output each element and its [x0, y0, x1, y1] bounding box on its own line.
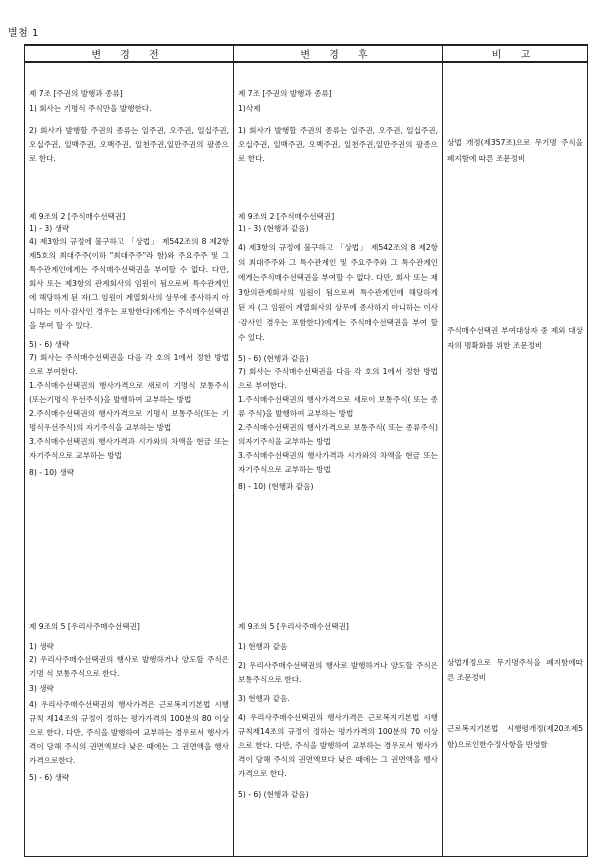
clause-text: 5) - 6) (현행과 같음) — [238, 354, 309, 363]
note-text: 근로복지기본법 시행령개정(제20조제5항)으로인한수정사항을 반영함 — [447, 724, 583, 749]
attachment-label: 별첨 1 — [8, 28, 39, 39]
clause-text: 1) 회사는 기명식 주식만을 발행한다. — [29, 104, 152, 113]
clause-text: 3) 현행과 같음. — [238, 694, 290, 703]
table-row — [25, 597, 588, 856]
clause-text: 4) 우리사주매수선택권의 행사가격은 근로복지기본법 시행규칙제14조의 규정이 정하는 평가가격의 100분의 70 이상으로 한다. 다만, 주식을 발행하여 교부하는 경우로서 행사가격이 당해 주식의 권면액보다 낮은 때에는 그 권면액을 행사가격으로 한다. — [238, 713, 438, 778]
clause-text: 1.주식매수선택권의 행사가격으로 새로이 기명식 보통주식(또는기명식 우선주식)을 발행하여 교부하는 방법 — [29, 381, 229, 404]
cell-after — [234, 62, 443, 197]
header-before: 변 경 전 — [25, 45, 234, 62]
clause-text: 1) 현행과 같음 — [238, 642, 288, 651]
clause-text: 5) - 6) 생략 — [29, 340, 70, 349]
article-heading: 제 7조 [주권의 발행과 종류] — [238, 89, 332, 98]
cell-after — [234, 197, 443, 597]
cell-before — [25, 597, 234, 856]
cell-before — [25, 197, 234, 597]
article-heading: 제 9조의 2 [주식매수선택권] — [29, 212, 126, 221]
clause-text: 1) - 3) (현행과 같음) — [238, 224, 309, 233]
cell-note — [443, 197, 588, 597]
cell-note — [443, 62, 588, 197]
clause-text: 2) 회사가 발행할 주권의 종류는 일주권, 오주권, 일십주권,오십주권, 일백주권, 오백주권, 일천주권,일만주권의 팔종으로 한다. — [29, 126, 229, 163]
table-row — [25, 62, 588, 197]
cell-before — [25, 62, 234, 197]
clause-text: 4) 우리사주매수선택권의 행사가격은 근로복지기본법 시행규칙 제14조의 규정이 정하는 평가가격의 100분의 80 이상으로 한다. 다만, 주식을 발행하여 교부하는 경우로서 행사가격이 당해 주식의 권면액보다 낮은 때에는 그 권면액을 행사가격으로한다. — [29, 700, 229, 765]
clause-text: 1)삭제 — [238, 104, 261, 113]
clause-text: 5) - 6) 생략 — [29, 773, 70, 782]
cell-note — [443, 597, 588, 856]
amendment-comparison-table — [24, 44, 588, 857]
clause-text: 1.주식매수선택권의 행사가격으로 새로이 보통주식( 또는 종류 주식)을 발행하여 교부하는 방법 — [238, 395, 438, 418]
clause-text: 2.주식매수선택권의 행사가격으로 기명식 보통주식(또는 기명식우선주식)의 자기주식을 교부하는 방법 — [29, 409, 229, 432]
note-text: 주식매수선택권 부여대상자 중 제외 대상자의 명확화를 위한 조문정비 — [447, 326, 583, 350]
clause-text: 1) 회사가 발행할 주권의 종류는 일주권, 오주권, 일십주권, 오십주권, 일백주권, 오백주권, 일천주권,일만주권의 팔종으로 한다. — [238, 126, 438, 163]
clause-text: 2) 우리사주매수선택권의 행사로 발행하거나 양도할 주식은 보통주식으로 한다. — [238, 661, 438, 684]
clause-text: 7) 회사는 주식매수선택권을 다음 각 호의 1에서 정한 방법으로 부여한다. — [29, 353, 229, 376]
clause-text: 5) - 6) (현행과 같음) — [238, 790, 309, 799]
clause-text: 7) 회사는 주식매수선택권을 다음 각 호의 1에서 정한 방법으로 부여한다. — [238, 367, 438, 390]
article-heading: 제 7조 [주권의 발행과 종류] — [29, 89, 123, 98]
clause-text: 4) 제3항의 규정에 불구하고 「상법」 제542조의 8 제2항의 최대주주와 그 특수관계인 및 주요주주와 그 특수관계인에게는주식매수선택권을 부여할 수 없다. 다만, 회사 또는 제3항의관계회사의 임원이 됨으로써 특수관계인에 해당하게 된 자 (그 임원이 계열회사의 상무에 종사하지 아니하는 이사·감사인 경우는 포함한다)에게는 주식매수선택권을 부여 할 수 있다. — [238, 243, 438, 342]
clause-text: 2.주식매수선택권의 행사가격으로 보통주식( 또는 종류주식)의자기주식을 교부하는 방법 — [238, 423, 438, 446]
clause-text: 8) - 10) 생략 — [29, 468, 75, 477]
article-heading: 제 9조의 2 [주식매수선택권] — [238, 212, 335, 221]
article-heading: 제 9조의 5 [우리사주매수선택권] — [29, 622, 140, 631]
clause-text: 3) 생략 — [29, 684, 54, 693]
note-text: 상법 개정(제357조)으로 무기명 주식을 폐지함에 따른 조문정비 — [447, 138, 583, 163]
header-note: 비 고 — [443, 45, 588, 62]
cell-after — [234, 597, 443, 856]
clause-text: 1) 생략 — [29, 642, 54, 651]
clause-text: 8) - 10) (현행과 같음) — [238, 482, 314, 491]
clause-text: 4) 제3항의 규정에 불구하고 「상법」 제542조의 8 제2항 제5호의 최대주주(이하 "최대주주"라 함)와 주요주주 및 그 특수관계인에게는 주식매수선택권을 부여할 수 없다. 다만, 회사 또는 제3항의 관계회사의 임원이 됨으로써 특수관계인에 해당하게 된 자(그 임원이 계열회사의 상무에 종사하지 아니하는 이사·감사인 경우는 포함한다)에게는 주식매수선택권을 부여 할 수 있다. — [29, 237, 229, 330]
clause-text: 2) 우리사주매수선택권의 행사로 발행하거나 양도할 주식은 기명 식 보통주식으로 한다. — [29, 655, 229, 678]
table-row — [25, 197, 588, 597]
clause-text: 3.주식매수선택권의 행사가격과 시가와의 차액을 현금 또는 자기주식으로 교부하는 방법 — [238, 451, 438, 474]
clause-text: 1) - 3) 생략 — [29, 224, 70, 233]
note-text: 상법개정으로 무기명주식을 폐지함에따른 조문정비 — [447, 658, 583, 682]
header-after: 변 경 후 — [234, 45, 443, 62]
article-heading: 제 9조의 5 [우리사주매수선택권] — [238, 622, 349, 631]
clause-text: 3.주식매수선택권의 행사가격과 시가와의 차액을 현금 또는 자기주식으로 교부하는 방법 — [29, 437, 229, 460]
